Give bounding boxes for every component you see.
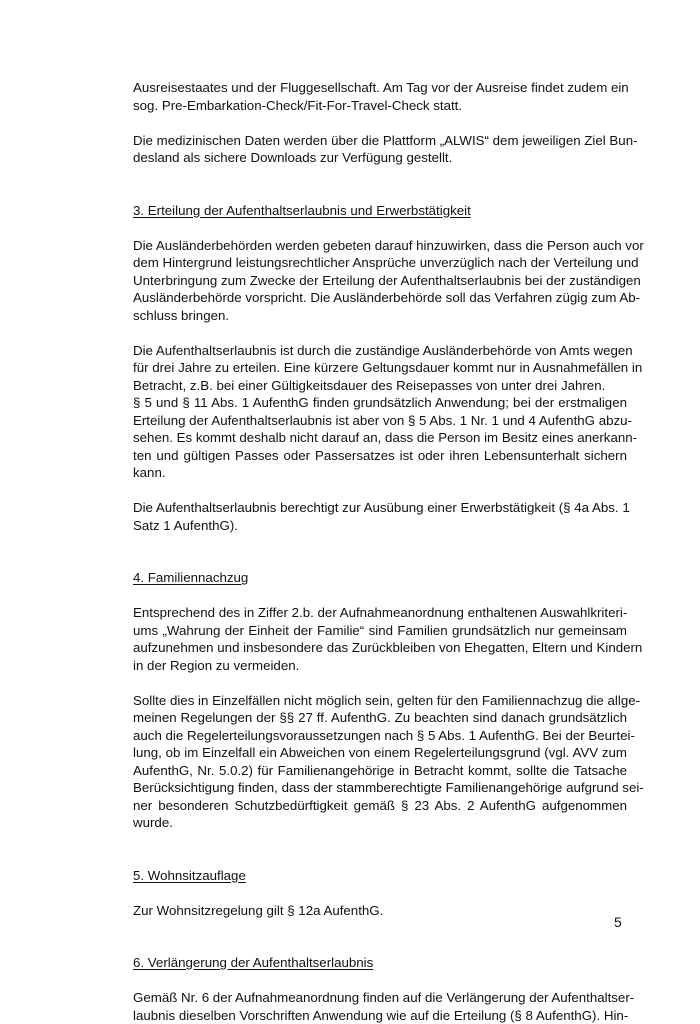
page-number: 5 <box>614 913 622 931</box>
text-line: Gemäß Nr. 6 der Aufnahmeanordnung finden auf die Verlängerung der Aufenthaltser- <box>133 989 627 1007</box>
text-line: lung, ob im Einzelfall ein Abweichen von einem Regelerteilungsgrund (vgl. AVV zum <box>133 744 627 762</box>
text-line: AufenthG, Nr. 5.0.2) für Familienangehörige in Betracht kommt, sollte die Tatsache <box>133 762 627 780</box>
text-line: ums „Wahrung der Einheit der Familie“ sind Familien grundsätzlich nur gemeinsam <box>133 622 627 640</box>
paragraph-family-unity <box>133 604 627 674</box>
text-line: Unterbringung zum Zwecke der Erteilung der Aufenthaltserlaubnis bei der zuständigen <box>133 272 627 290</box>
text-line: Satz 1 AufenthG). <box>133 517 627 535</box>
text-line: Die Ausländerbehörden werden gebeten darauf hinzuwirken, dass die Person auch vor <box>133 237 627 255</box>
text-line: Ausländerbehörde vorspricht. Die Ausländerbehörde soll das Verfahren zügig zum Ab- <box>133 289 627 307</box>
text-line: Erteilung der Aufenthaltserlaubnis ist aber von § 5 Abs. 1 Nr. 1 und 4 AufenthG abzu- <box>133 412 627 430</box>
paragraph-residence-permit-request <box>133 237 627 325</box>
text-line: meinen Regelungen der §§ 27 ff. AufenthG. Zu beachten sind danach grundsätzlich <box>133 709 627 727</box>
text-line: § 5 und § 11 Abs. 1 AufenthG finden grundsätzlich Anwendung; bei der erstmaligen <box>133 394 627 412</box>
paragraph-permit-duration <box>133 342 627 482</box>
text-line: ner besonderen Schutzbedürftigkeit gemäß § 23 Abs. 2 AufenthG aufgenommen <box>133 797 627 815</box>
text-line: schluss bringen. <box>133 307 627 325</box>
text-line: für drei Jahre zu erteilen. Eine kürzere Geltungsdauer kommt nur in Ausnahmefällen in <box>133 359 627 377</box>
text-line: Sollte dies in Einzelfällen nicht möglich sein, gelten für den Familiennachzug die allge- <box>133 692 627 710</box>
text-line: sog. Pre-Embarkation-Check/Fit-For-Travel-Check statt. <box>133 97 627 115</box>
text-line: Betracht, z.B. bei einer Gültigkeitsdauer des Reisepasses von unter drei Jahren. <box>133 377 627 395</box>
text-line: Entsprechend des in Ziffer 2.b. der Aufnahmeanordnung enthaltenen Auswahlkriteri- <box>133 604 627 622</box>
text-line: Ausreisestaates und der Fluggesellschaft. Am Tag vor der Ausreise findet zudem ein <box>133 79 627 97</box>
text-line: wurde. <box>133 814 627 832</box>
paragraph-departure-check <box>133 79 627 114</box>
text-line: dem Hintergrund leistungsrechtlicher Ansprüche unverzüglich nach der Verteilung und <box>133 254 627 272</box>
text-line: kann. <box>133 464 627 482</box>
paragraph-medical-data <box>133 132 627 167</box>
text-line: Die Aufenthaltserlaubnis berechtigt zur Ausübung einer Erwerbstätigkeit (§ 4a Abs. 1 <box>133 499 627 517</box>
document-body <box>133 79 627 1024</box>
text-line: ten und gültigen Passes oder Passersatzes ist oder ihren Lebensunterhalt sichern <box>133 447 627 465</box>
text-line: laubnis dieselben Vorschriften Anwendung wie auf die Erteilung (§ 8 AufenthG). Hin- <box>133 1007 627 1024</box>
paragraph-employment <box>133 499 627 534</box>
text-line: aufzunehmen und insbesondere das Zurückbleiben von Ehegatten, Eltern und Kindern <box>133 639 627 657</box>
text-line: Zur Wohnsitzregelung gilt § 12a AufenthG. <box>133 902 627 920</box>
text-line: sehen. Es kommt deshalb nicht darauf an, dass die Person im Besitz eines anerkann- <box>133 429 627 447</box>
text-line: Berücksichtigung finden, dass der stammberechtigte Familienangehörige aufgrund sei- <box>133 779 627 797</box>
text-line: Die Aufenthaltserlaubnis ist durch die zuständige Ausländerbehörde von Amts wegen <box>133 342 627 360</box>
paragraph-residence-rule <box>133 902 627 920</box>
section-heading-6: 6. Verlängerung der Aufenthaltserlaubnis <box>133 954 627 972</box>
text-line: auch die Regelerteilungsvoraussetzungen nach § 5 Abs. 1 AufenthG. Bei der Beurtei- <box>133 727 627 745</box>
section-heading-4: 4. Familiennachzug <box>133 569 627 587</box>
section-heading-3: 3. Erteilung der Aufenthaltserlaubnis und Erwerbstätigkeit <box>133 202 627 220</box>
section-heading-5: 5. Wohnsitzauflage <box>133 867 627 885</box>
text-line: desland als sichere Downloads zur Verfügung gestellt. <box>133 149 627 167</box>
text-line: in der Region zu vermeiden. <box>133 657 627 675</box>
text-line: Die medizinischen Daten werden über die Plattform „ALWIS“ dem jeweiligen Ziel Bun- <box>133 132 627 150</box>
paragraph-family-reunification <box>133 692 627 832</box>
paragraph-permit-extension <box>133 989 627 1024</box>
